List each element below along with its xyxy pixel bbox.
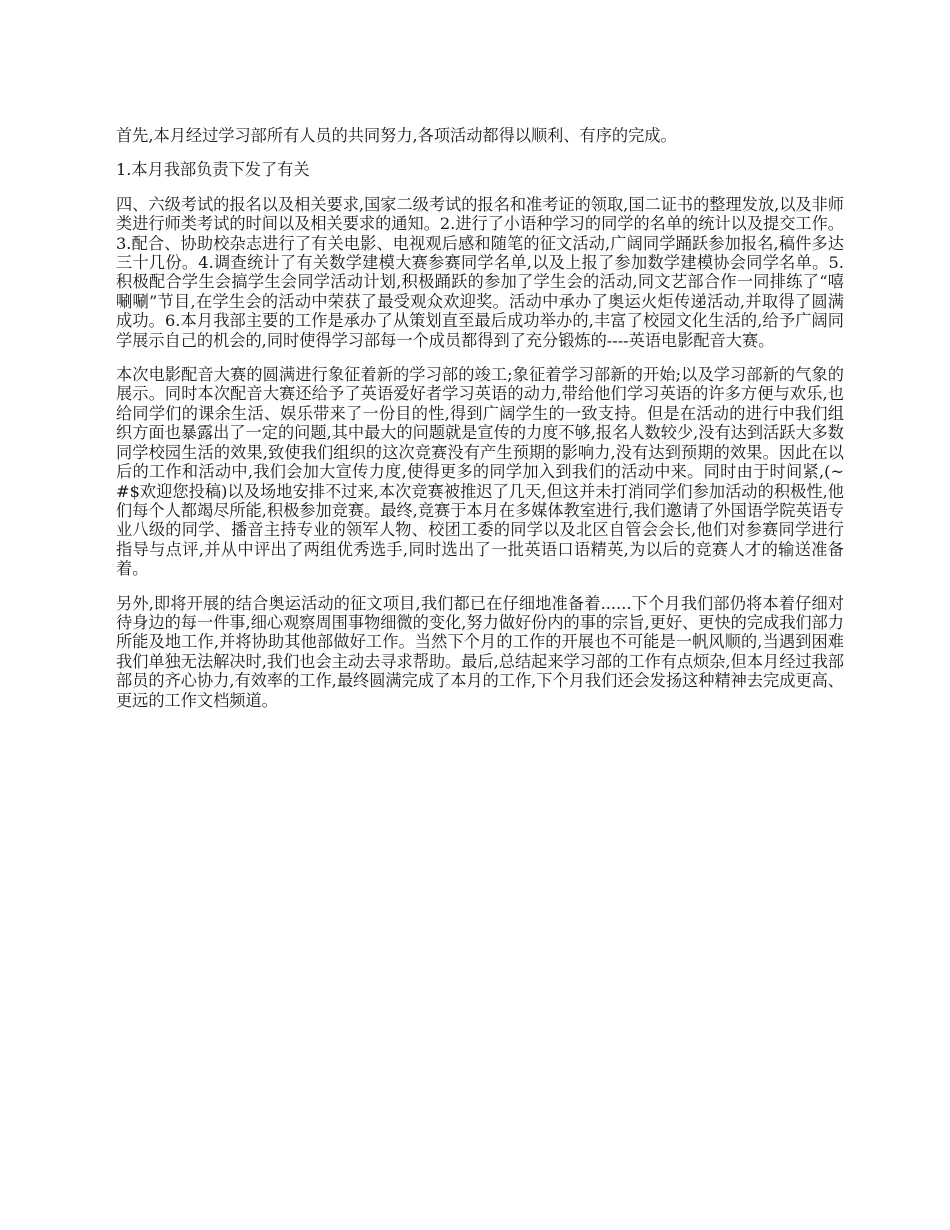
paragraph-item-1: 1.本月我部负责下发了有关: [116, 160, 310, 180]
paragraph-conclusion: 另外,即将开展的结合奥运活动的征文项目,我们都已在仔细地准备着......下个月我们部仍将本着仔细对待身边的每一件事,细心观察周围事物细微的变化,努力做好份内的事的宗旨,更好、更快的完成我们部力所能及地工作,并将协助其他部做好工作。当然下个月的工作的开展也不可能是一帆风顺的,当遇到困难我们单独无法解决时,我们也会主动去寻求帮助。最后,总结起来学习部的工作有点烦杂,但本月经过我部部员的齐心协力,有效率的工作,最终圆满完成了本月的工作,下个月我们还会发扬这种精神去完成更高、更远的工作文档频道。: [116, 593, 844, 710]
paragraph-work-list: 四、六级考试的报名以及相关要求,国家二级考试的报名和准考证的领取,国二证书的整理发放,以及非师类进行师类考试的时间以及相关要求的通知。2.进行了小语种学习的同学的名单的统计以及提交工作。3.配合、协助校杂志进行了有关电影、电视观后感和随笔的征文活动,广阔同学踊跃参加报名,稿件多达三十几份。4.调查统计了有关数学建模大赛参赛同学名单,以及上报了参加数学建模协会同学名单。5.积极配合学生会搞学生会同学活动计划,积极踊跃的参加了学生会的活动,同文艺部合作一同排练了“嘻唰唰”节目,在学生会的活动中荣获了最受观众欢迎奖。活动中承办了奥运火炬传递活动,并取得了圆满成功。6.本月我部主要的工作是承办了从策划直至最后成功举办的,丰富了校园文化生活的,给予广阔同学展示自己的机会的,同时使得学习部每一个成员都得到了充分锻炼的----英语电影配音大赛。: [116, 194, 844, 350]
paragraph-contest-summary: 本次电影配音大赛的圆满进行象征着新的学习部的竣工;象征着学习部新的开始;以及学习部新的气象的展示。同时本次配音大赛还给予了英语爱好者学习英语的动力,带给他们学习英语的许多方便与欢乐,也给同学们的课余生活、娱乐带来了一份目的性,得到广阔学生的一致支持。但是在活动的进行中我们组织方面也暴露出了一定的问题,其中最大的问题就是宣传的力度不够,报名人数较少,没有达到活跃大多数同学校园生活的效果,致使我们组织的这次竞赛没有产生预期的影响力,没有达到预期的效果。因此在以后的工作和活动中,我们会加大宣传力度,使得更多的同学加入到我们的活动中来。同时由于时间紧,(~#$欢迎您投稿)以及场地安排不过来,本次竞赛被推迟了几天,但这并未打消同学们参加活动的积极性,他们每个人都竭尽所能,积极参加竞赛。最终,竞赛于本月在多媒体教室进行,我们邀请了外国语学院英语专业八级的同学、播音主持专业的领军人物、校团工委的同学以及北区自管会会长,他们对参赛同学进行指导与点评,并从中评出了两组优秀选手,同时选出了一批英语口语精英,为以后的竞赛人才的输送准备着。: [116, 365, 844, 579]
document-body: [116, 126, 844, 725]
paragraph-intro: 首先,本月经过学习部所有人员的共同努力,各项活动都得以顺利、有序的完成。: [116, 126, 677, 145]
